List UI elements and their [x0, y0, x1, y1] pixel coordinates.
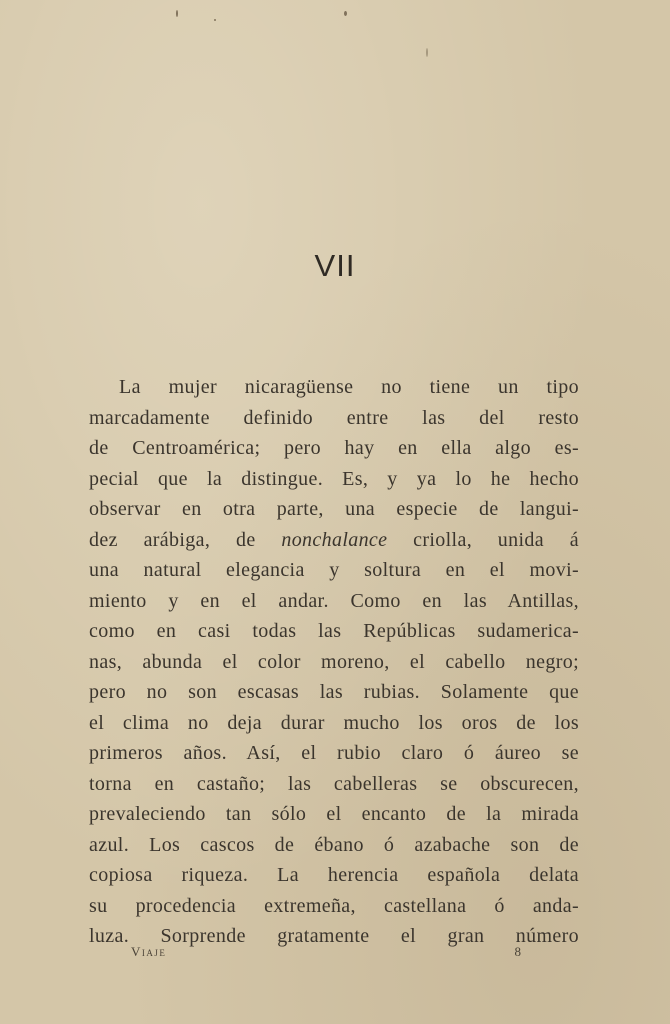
text-line: observar en otra parte, una especie de langui- [89, 498, 579, 520]
text-line: La mujer nicaragüense no tiene un tipo [119, 376, 579, 398]
text-segment: dez arábiga, de [89, 528, 282, 551]
text-line: su procedencia extremeña, castellana ó anda- [89, 894, 579, 917]
text-line: prevaleciendo tan sólo el encanto de la mirada [89, 803, 579, 825]
chapter-heading: VII [314, 248, 356, 283]
text-line: miento y en el andar. Como en las Antillas, [89, 589, 579, 612]
page-number: 8 [514, 944, 521, 959]
text-segment: criolla, unida á [387, 528, 579, 551]
text-line: como en casi todas las Repúblicas sudamerica- [89, 620, 579, 642]
text-line [89, 525, 579, 556]
text-line: azul. Los cascos de ébano ó azabache son de [89, 833, 579, 856]
text-line: pero no son escasas las rubias. Solamente que [89, 681, 579, 703]
ink-speck [214, 19, 216, 21]
ink-speck [344, 11, 347, 16]
text-line: marcadamente definido entre las del resto [89, 406, 579, 429]
body-text [89, 372, 579, 952]
page-footer [131, 944, 521, 964]
running-title: Viaje [131, 944, 167, 959]
ink-speck [176, 10, 178, 17]
text-line: torna en castaño; las cabelleras se obscurecen, [89, 772, 579, 795]
text-line: nas, abunda el color moreno, el cabello negro; [89, 650, 579, 673]
text-line: el clima no deja durar mucho los oros de los [89, 711, 579, 734]
text-line: de Centroamérica; pero hay en ella algo es- [89, 437, 579, 459]
text-line: pecial que la distingue. Es, y ya lo he hecho [89, 467, 579, 490]
text-line: luza. Sorprende gratamente el gran número [89, 925, 579, 947]
text-line: copiosa riqueza. La herencia española delata [89, 864, 579, 886]
text-line: primeros años. Así, el rubio claro ó áureo se [89, 742, 579, 764]
ink-speck [426, 48, 428, 57]
text-line: una natural elegancia y soltura en el movi- [89, 559, 579, 581]
italic-phrase: nonchalance [281, 528, 388, 551]
